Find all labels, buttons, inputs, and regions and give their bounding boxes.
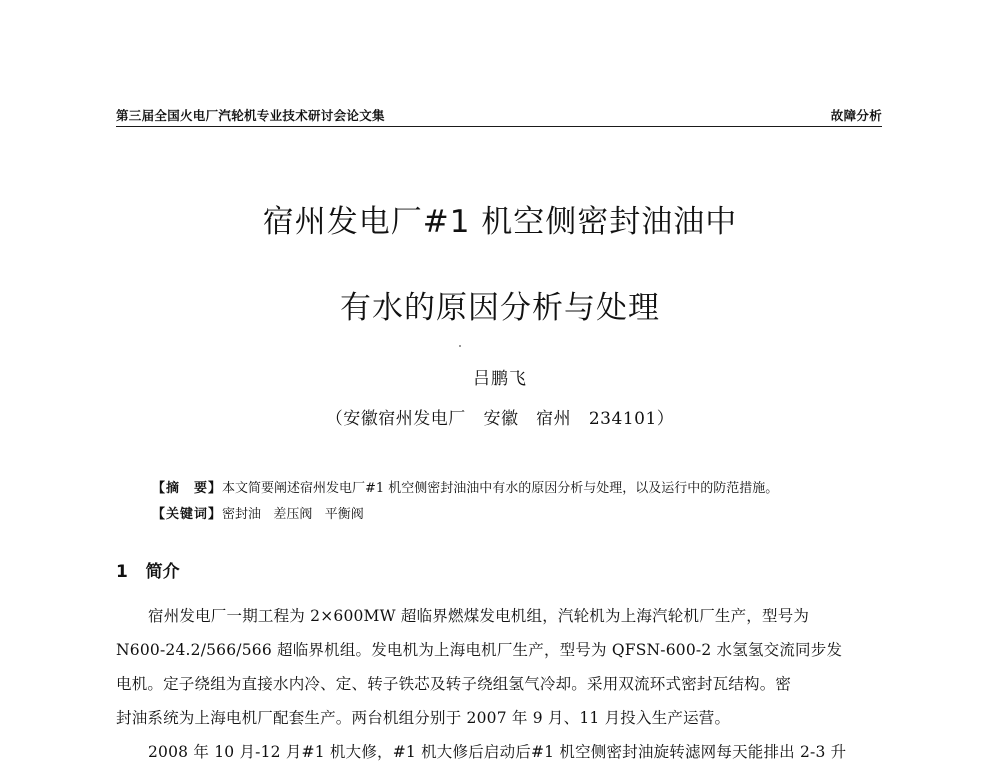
author-name: 吕鹏飞 [473,369,527,389]
section-heading [116,557,180,582]
scan-speck [459,345,461,347]
body-line: 宿州发电厂一期工程为 2×600MW 超临界燃煤发电机组，汽轮机为上海汽轮机厂生产，型号为 [148,607,810,625]
paper-title-line-1: 宿州发电厂#1 机空侧密封油油中 [262,204,738,240]
abstract-label: 【摘 要】 [152,481,223,496]
body-line: 电机。定子绕组为直接水内冷、定、转子铁芯及转子绕组氢气冷却。采用双流环式密封瓦结构。密 [116,675,792,693]
keywords [152,503,892,522]
keywords-text: 密封油 差压阀 平衡阀 [222,507,364,522]
section-number: 1 [116,562,128,582]
body-line: N600-24.2/566/566 超临界机组。发电机为上海电机厂生产，型号为 QFSN-600-2 水氢氢交流同步发 [116,641,843,659]
journal-title: 第三届全国火电厂汽轮机专业技术研讨会论文集 [116,108,385,123]
body-line: 2008 年 10 月-12 月#1 机大修，#1 机大修后启动后#1 机空侧密封油旋转滤网每天能排出 2-3 升 [148,743,847,761]
abstract-text: 本文简要阐述宿州发电厂#1 机空侧密封油油中有水的原因分析与处理，以及运行中的防范措施。 [222,481,779,496]
author-affiliation: （安徽宿州发电厂 安徽 宿州 234101） [325,409,675,429]
body-line: 封油系统为上海电机厂配套生产。两台机组分别于 2007 年 9 月、11 月投入生产运营。 [116,709,731,727]
paper-title-line-2: 有水的原因分析与处理 [340,290,660,326]
abstract [152,477,892,496]
section-category: 故障分析 [830,108,882,123]
keywords-label: 【关键词】 [152,507,223,522]
running-header [116,104,882,127]
section-title: 简介 [145,562,180,582]
